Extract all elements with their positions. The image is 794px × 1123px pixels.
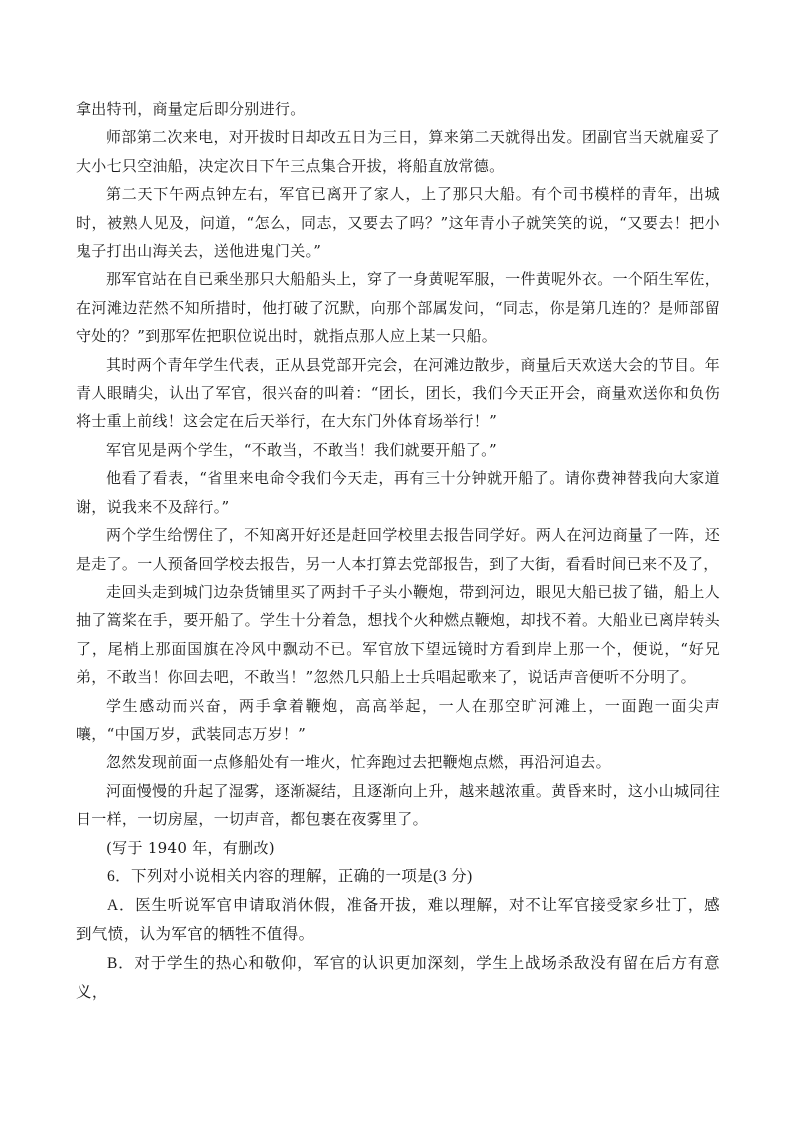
document-body	[76, 95, 720, 1007]
story-paragraph: 拿出特刊，商量定后即分别进行。	[76, 100, 306, 118]
source-note: (写于 1940 年，有删改)	[106, 838, 275, 857]
story-paragraph: 第二天下午两点钟左右，军官已离开了家人，上了那只大船。有个司书模样的青年，出城时，被熟人见及，问道，“怎么，同志，又要去了吗？”这年青小子就笑笑的说，“又要去！把小鬼子打出山海关去，送他进鬼门关。”	[76, 185, 720, 261]
story-paragraph: 他看了看表，“省里来电命令我们今天走，再有三十分钟就开船了。请你费神替我向大家道谢，说我来不及辞行。”	[76, 469, 720, 516]
story-paragraph: 河面慢慢的升起了湿雾，逐渐凝结，且逐渐向上升，越来越浓重。黄昏来时，这小山城同往日一样，一切房屋，一切声音，都包裹在夜雾里了。	[76, 781, 720, 829]
story-paragraph: 学生感动而兴奋，两手拿着鞭炮，高高举起，一人在那空旷河滩上，一面跑一面尖声嚷，“中国万岁，武装同志万岁！”	[76, 696, 720, 743]
story-paragraph: 走回头走到城门边杂货铺里买了两封千子头小鞭炮，带到河边，眼见大船已拔了锚，船上人抽了篙桨在手，要开船了。学生十分着急，想找个火种燃点鞭炮，却找不着。大船业已离岸转头了，尾梢上那面国旗在冷风中飘动不已。军官放下望远镜时方看到岸上那一个，便说，“好兄弟，不敢当！你回去吧，不敢当！”忽然几只船上士兵唱起歌来了，说话声音便听不分明了。	[76, 582, 720, 687]
answer-option-a: A．医生听说军官申请取消休假，准备开拔，难以理解，对不让军官接受家乡壮丁，感到气愤，认为军官的牺牲不值得。	[76, 896, 720, 943]
story-paragraph: 军官见是两个学生，“不敢当，不敢当！我们就要开船了。”	[106, 440, 497, 459]
story-paragraph: 那军官站在自已乘坐那只大船船头上，穿了一身黄呢军服，一件黄呢外衣。一个陌生军佐，在河滩边茫然不知所措时，他打破了沉默，向那个部属发问，“同志，你是第几连的？是师部留守处的？”到那军佐把职位说出时，就指点那人应上某一只船。	[76, 270, 720, 346]
answer-option-b: B．对于学生的热心和敬仰，军官的认识更加深刻，学生上战场杀敌没有留在后方有意义，	[76, 954, 720, 1001]
question-block	[76, 862, 720, 1007]
story-paragraph: 师部第二次来电，对开拔时日却改五日为三日，算来第二天就得出发。团副官当天就雇妥了大小七只空油船，决定次日下午三点集合开拔，将船直放常德。	[76, 128, 720, 175]
story-paragraph: 其时两个青年学生代表，正从县党部开完会，在河滩边散步，商量后天欢送大会的节目。年青人眼睛尖，认出了军官，很兴奋的叫着：“团长，团长，我们今天正开会，商量欢送你和负伤将士重上前线！这会定在后天举行，在大东门外体育场举行！”	[76, 355, 720, 431]
question-stem: 6．下列对小说相关内容的理解，正确的一项是(3 分)	[107, 867, 473, 885]
story-paragraph: 忽然发现前面一点修船处有一堆火，忙奔跑过去把鞭炮点燃，再沿河追去。	[106, 753, 611, 772]
story-paragraph: 两个学生给愣住了，不知离开好还是赶回学校里去报告同学好。两人在河边商量了一阵，还是走了。一人预备回学校去报告，另一人本打算去党部报告，到了大街，看看时间已来不及了，	[76, 526, 720, 573]
story-text	[76, 95, 720, 834]
